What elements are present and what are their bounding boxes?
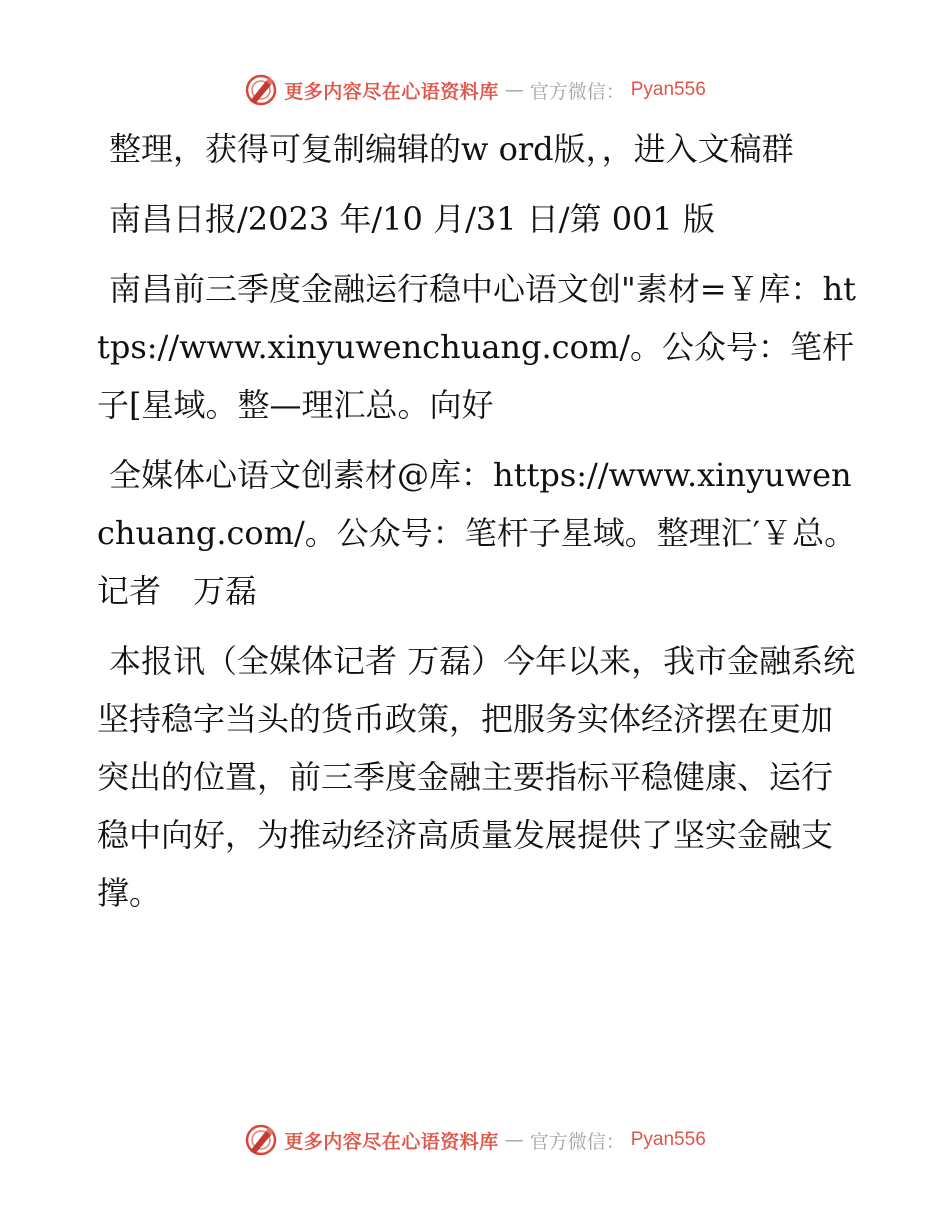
paragraph-byline: 全媒体心语文创素材@库：https://www.xinyuwenchuang.com/。公众号：笔杆子星域。整理汇′￥总。记者 万磊 xyxy=(97,456,857,610)
watermark-text: 更多内容尽在心语资料库 xyxy=(284,1130,499,1153)
paragraph-headline: 南昌前三季度金融运行稳中心语文创"素材=￥库：https://www.xinyuwenchuang.com/。公众号：笔杆子[星域。整—理汇总。向好 xyxy=(97,270,857,424)
header-watermark xyxy=(0,72,950,108)
footer-watermark xyxy=(0,1122,950,1158)
paragraph-dateline: 南昌日报/2023 年/10 月/31 日/第 001 版 xyxy=(109,200,715,238)
watermark-dash: — xyxy=(504,1129,524,1151)
paragraph-body: 本报讯（全媒体记者 万磊）今年以来，我市金融系统坚持稳字当头的货币政策，把服务实体经济摆在更加突出的位置，前三季度金融主要指标平稳健康、运行稳中向好，为推动经济高质量发展提供了坚实金融支撑。 xyxy=(97,642,856,912)
watermark-label: 官方微信： xyxy=(529,80,625,103)
pen-logo-icon xyxy=(244,1123,278,1157)
watermark-label: 官方微信： xyxy=(529,1130,625,1153)
watermark-id: Pyan556 xyxy=(630,79,706,100)
watermark-dash: — xyxy=(504,79,524,101)
watermark-text: 更多内容尽在心语资料库 xyxy=(284,80,499,103)
document-body xyxy=(97,120,857,934)
watermark-id: Pyan556 xyxy=(630,1129,706,1150)
pen-logo-icon xyxy=(244,73,278,107)
paragraph-intro: 整理，获得可复制编辑的w ord版，，进入文稿群 xyxy=(109,130,794,168)
